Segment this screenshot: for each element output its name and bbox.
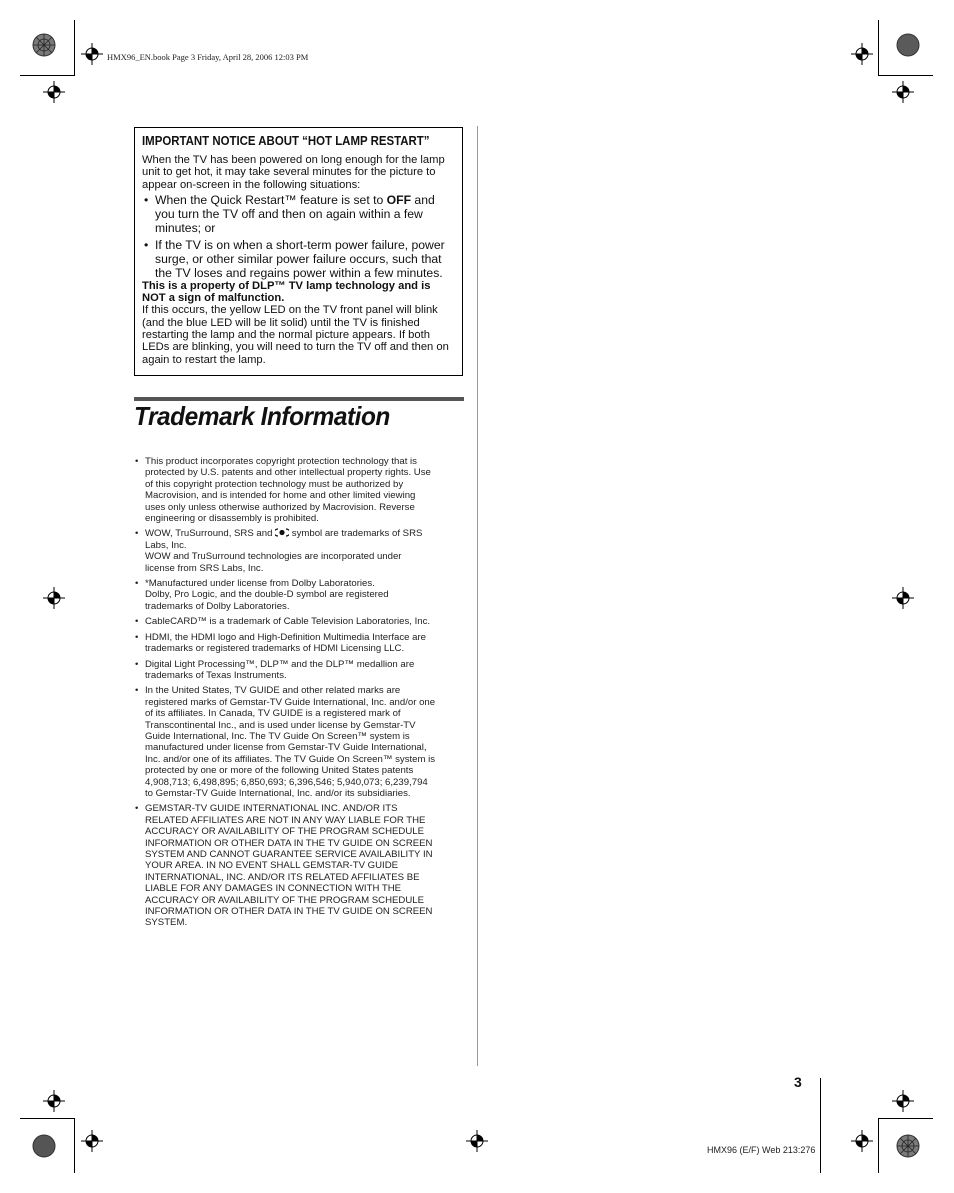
column-divider [477, 126, 478, 1066]
crop-mark [878, 20, 879, 76]
section-title: Trademark Information [134, 401, 390, 431]
trademark-item-dolby: • *Manufactured under license from Dolby Laboratories. Dolby, Pro Logic, and the double-D symbol are registered trademarks of Dolby Laboratories. [134, 578, 464, 612]
registration-mark-icon [81, 1130, 103, 1152]
density-target-icon [896, 33, 920, 57]
crop-mark [878, 1118, 933, 1119]
print-header: HMX96_EN.book Page 3 Friday, April 28, 2006 12:03 PM [107, 52, 309, 62]
crop-mark [878, 1118, 879, 1173]
spiral-target-icon [32, 33, 56, 57]
crop-mark [74, 1118, 75, 1173]
density-target-icon [32, 1134, 56, 1158]
trademark-item-hdmi: • HDMI, the HDMI logo and High-Definition Multimedia Interface are trademarks or registered trademarks of HDMI Licensing LLC. [134, 632, 464, 655]
trademark-item-macrovision: • This product incorporates copyright protection technology that is protected by U.S. patents and other intellectual property rights. Use of this copyright protection technology must be authorized by Macrovision, and is intended for home and other limited viewing uses only unless otherwise authorized by Macrovision. Reverse engineering or disassembly is prohibited. [134, 456, 464, 524]
trademark-list [134, 456, 464, 933]
registration-mark-icon [851, 43, 873, 65]
registration-mark-icon [892, 1090, 914, 1112]
trademark-item-cablecard: • CableCARD™ is a trademark of Cable Television Laboratories, Inc. [134, 616, 464, 627]
registration-mark-icon [892, 587, 914, 609]
notice-body [142, 154, 456, 366]
crop-mark [820, 1078, 821, 1173]
page-number: 3 [794, 1074, 802, 1090]
srs-logo-icon [275, 528, 289, 537]
notice-closing: If this occurs, the yellow LED on the TV front panel will blink (and the blue LED will be lit solid) until the TV is finished restarting the lamp and the normal picture appears. If both LEDs are blinking, you will need to turn the TV off and then on again to restart the lamp. [142, 304, 449, 366]
notice-bullets [142, 193, 456, 280]
notice-intro: When the TV has been powered on long enough for the lamp unit to get hot, it may take several minutes for the picture to appear on-screen in the following situations: [142, 154, 445, 191]
crop-mark [20, 1118, 75, 1119]
registration-mark-icon [81, 43, 103, 65]
notice-bullet-power-failure: • If the TV is on when a short-term power failure, power surge, or other similar power failure occurs, such that the TV loses and regains power within a few minutes. [142, 238, 456, 280]
trademark-item-srs: • WOW, TruSurround, SRS and symbol are trademarks of SRS Labs, Inc. WOW and TruSurround technologies are incorporated under license from SRS Labs, Inc. [134, 528, 464, 574]
important-notice-box [134, 127, 463, 376]
crop-mark [74, 20, 75, 76]
spiral-target-icon [896, 1134, 920, 1158]
notice-title: IMPORTANT NOTICE ABOUT “HOT LAMP RESTART” [142, 133, 430, 148]
notice-bullet-quick-restart: • When the Quick Restart™ feature is set to OFF and you turn the TV off and then on again within a few minutes; or [142, 193, 456, 235]
registration-mark-icon [466, 1130, 488, 1152]
crop-mark [878, 75, 933, 76]
trademark-item-tv-guide: • In the United States, TV GUIDE and other related marks are registered marks of Gemstar-TV Guide International, Inc. and/or one of its affiliates. In Canada, TV GUIDE is a registered mark of Transcontinental Inc., and is used under license by Gemstar-TV Guide International, Inc. The TV Guide On Screen™ system is manufactured under license from Gemstar-TV Guide International, Inc. and/or one of its affiliates. The TV Guide On Screen™ system is protected by one or more of the following United States patents 4,908,713; 6,498,895; 6,850,693; 6,396,546; 5,940,073; 6,239,794 to Gemstar-TV Guide International, Inc. and/or its subsidiaries. [134, 685, 464, 799]
registration-mark-icon [43, 81, 65, 103]
crop-mark [20, 75, 75, 76]
footer-code: HMX96 (E/F) Web 213:276 [707, 1145, 816, 1155]
trademark-item-gemstar-disclaimer: • GEMSTAR-TV GUIDE INTERNATIONAL INC. AND/OR ITS RELATED AFFILIATES ARE NOT IN ANY WAY LIABLE FOR THE ACCURACY OR AVAILABILITY OF THE PROGRAM SCHEDULE INFORMATION OR OTHER DATA IN THE TV GUIDE ON SCREEN SYSTEM AND CANNOT GUARANTEE SERVICE AVAILABILITY IN YOUR AREA. IN NO EVENT SHALL GEMSTAR-TV GUIDE INTERNATIONAL, INC. AND/OR ITS RELATED AFFILIATES BE LIABLE FOR ANY DAMAGES IN CONNECTION WITH THE ACCURACY OR AVAILABILITY OF THE PROGRAM SCHEDULE INFORMATION OR OTHER DATA IN THE TV GUIDE ON SCREEN SYSTEM. [134, 803, 464, 928]
trademark-item-dlp: • Digital Light Processing™, DLP™ and the DLP™ medallion are trademarks of Texas Instruments. [134, 659, 464, 682]
registration-mark-icon [43, 587, 65, 609]
registration-mark-icon [892, 81, 914, 103]
registration-mark-icon [851, 1130, 873, 1152]
notice-bold-note: This is a property of DLP™ TV lamp technology and is NOT a sign of malfunction. [142, 279, 431, 305]
registration-mark-icon [43, 1090, 65, 1112]
